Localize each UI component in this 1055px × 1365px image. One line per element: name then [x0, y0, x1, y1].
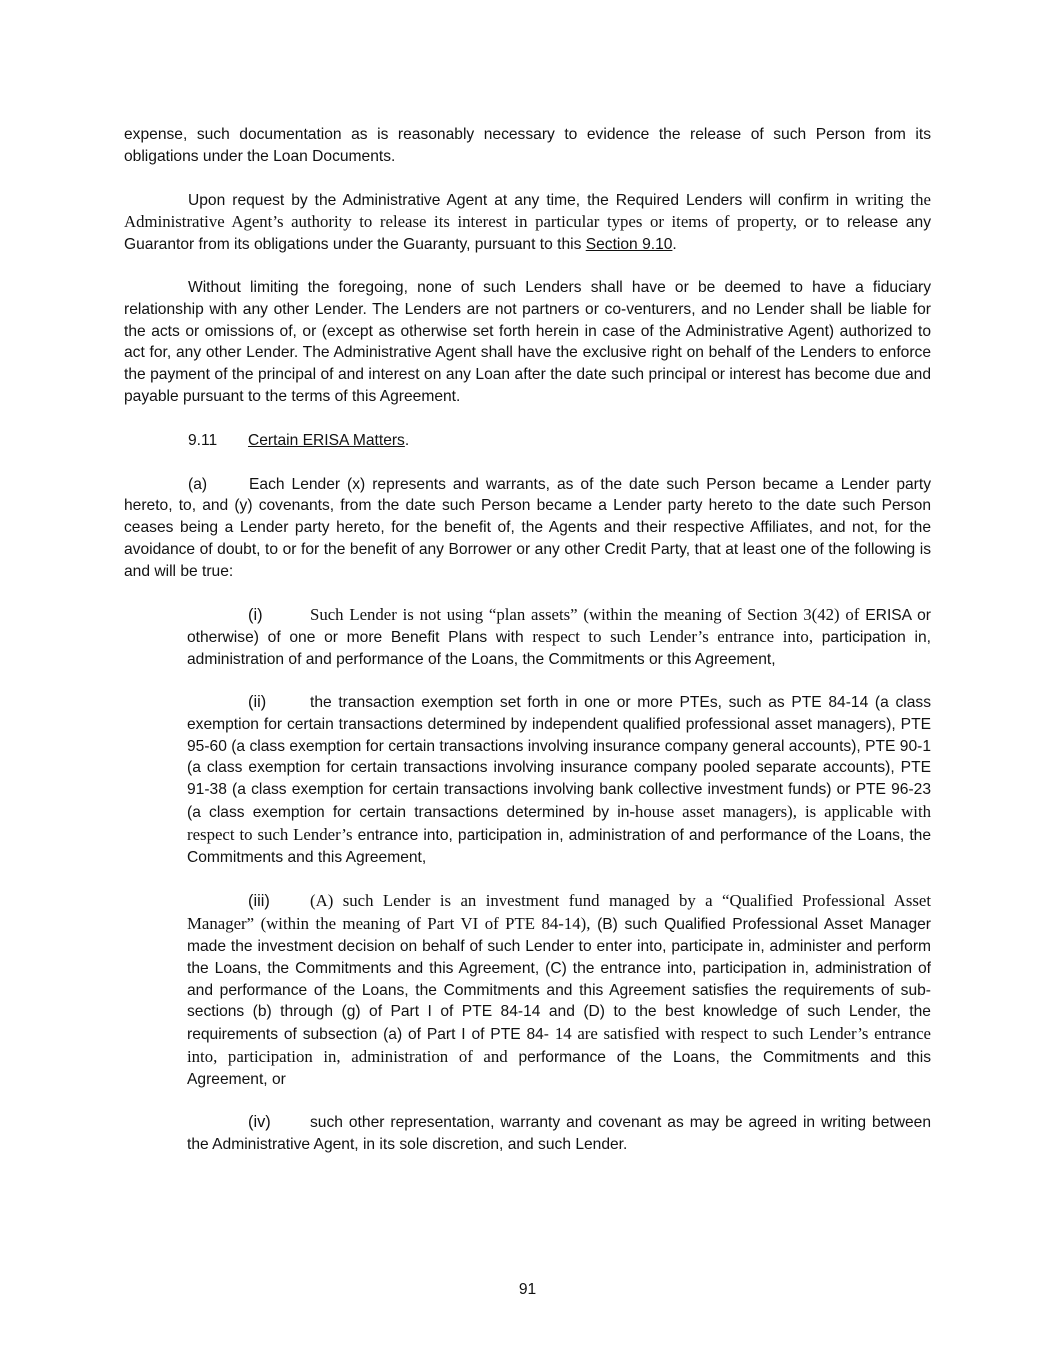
- subclause-iii-text-sans: (B) such Qualified Professional Asset Manager made the investment decision on behalf of such Lender to enter into, participate in, administer and perform the Loans, the Commitments and this Agreement, (C) the entrance into, participation in, administration of and performance of the Loans, the Commitments and this Agreement satisfies the requirements of sub-sections (b) through (g) of Part I of PTE 84-14 and (D) to the best knowledge of such Lender, the requirements of subsection (a) of Part I of PTE 84-: [187, 916, 932, 1044]
- paragraph-no-fiduciary: [124, 277, 931, 408]
- subclause-iii-label: (iii): [248, 892, 270, 911]
- paragraph-text: expense, such documentation as is reasonably necessary to evidence the release of such Person from its obligations under the Loan Documents.: [124, 126, 931, 165]
- paragraph-text-end: .: [672, 236, 677, 254]
- paragraph-text-line3: or to release any Guarantor from its obligations under the Guaranty, pursuant to this: [124, 214, 931, 254]
- section-title: Certain ERISA Matters: [248, 431, 405, 449]
- subclause-i-text-serif2: respect to such Lender’s entrance into,: [532, 627, 814, 647]
- clause-a: [124, 474, 931, 583]
- subclause-iii-text-serif2: 14 are satisfied with respect to such Lender’s entrance into, participation in, administration of and: [187, 1024, 931, 1066]
- paragraph-text-line1: Upon request by the Administrative Agent at any time, the Required Lenders will confirm in: [188, 191, 849, 209]
- section-9-10-reference: Section 9.10: [585, 236, 673, 254]
- subclause-ii-text-end: entrance into, participation in, administration of and performance of the Loans, the Commitments and this Agreement,: [187, 826, 932, 866]
- paragraph-release-continuation: [124, 124, 931, 168]
- section-heading-9-11: [124, 430, 931, 452]
- clause-a-text: Each Lender (x) represents and warrants, as of the date such Person became a Lender party hereto, to, and (y) covenants, from the date such Person became a Lender party hereto to the date such Person ceases being a Lender party hereto, for the benefit of, the Agents and their respective Affiliates, and not, for the avoidance of doubt, to or for the benefit of any Borrower or any other Credit Party, that at least one of the following is and will be true:: [124, 475, 931, 580]
- subclause-iii-text-rest: performance of the Loans, the Commitments and this Agreement, or: [187, 1048, 931, 1088]
- paragraph-text: Without limiting the foregoing, none of such Lenders shall have or be deemed to have a fiduciary relationship with any other Lender. The Lenders are not partners or co-venturers, and no Lender shall be liable for the acts or omissions of, or (except as otherwise set forth herein in case of the Administrative Agent) authorized to act for, any other Lender. The Administrative Agent shall have the exclusive right on behalf of the Lenders to enforce the payment of the principal of and interest on any Loan after the date such principal or interest has become due and payable pursuant to the terms of this Agreement.: [124, 278, 931, 405]
- subclause-i-label: (i): [248, 605, 263, 624]
- section-title-period: .: [404, 431, 410, 449]
- subclause-iv: [187, 1112, 931, 1156]
- subclause-iii: [187, 890, 931, 1090]
- subclause-i-text-rest: participation in, administration of and performance of the Loans, the Commitments or this Agreement,: [187, 629, 931, 669]
- page-number: 91: [518, 1281, 537, 1298]
- subclause-ii-label: (ii): [248, 692, 267, 711]
- subclause-ii: [187, 692, 931, 868]
- document-page: [124, 124, 931, 1156]
- section-number: 9.11: [188, 431, 218, 449]
- subclause-ii-text: the transaction exemption set forth in one or more PTEs, such as PTE 84-14 (a class exemption for certain transactions determined by independent qualified professional asset managers), PTE 95-60 (a class exemption for certain transactions involving insurance company general accounts), PTE 90-1 (a class exemption for certain transactions involving insurance company pooled separate accounts), PTE 91-38 (a class exemption for certain transactions involving bank collective investment funds) or PTE 96-23 (a class exemption for certain transactions determined by in: [187, 693, 931, 821]
- subclause-i: [187, 604, 931, 671]
- subclause-ii-text-serif: -house asset managers), is applicable with respect to such Lender’s: [187, 801, 931, 844]
- subclause-iii-text-serif: (A) such Lender is an investment fund managed by a “Qualified Professional Asset Manager” (within the meaning of Part VI of PTE 84-14),: [187, 891, 931, 934]
- subclause-iv-label: (iv): [248, 1113, 271, 1132]
- paragraph-text-line2: writing the Administrative Agent’s authority to release its interest in particular types or items of property,: [124, 189, 931, 232]
- subclause-i-text-serif: Such Lender is not using “plan assets” (within the meaning of Section 3(42) of: [310, 604, 860, 624]
- subclause-i-text-sans: ERISA or otherwise) of one or more Benefit Plans with: [187, 606, 931, 647]
- clause-a-label: (a): [188, 475, 208, 493]
- paragraph-required-lenders-confirm: [124, 189, 931, 256]
- subclause-iv-text: such other representation, warranty and covenant as may be agreed in writing between the Administrative Agent, in its sole discretion, and such Lender.: [187, 1114, 931, 1154]
